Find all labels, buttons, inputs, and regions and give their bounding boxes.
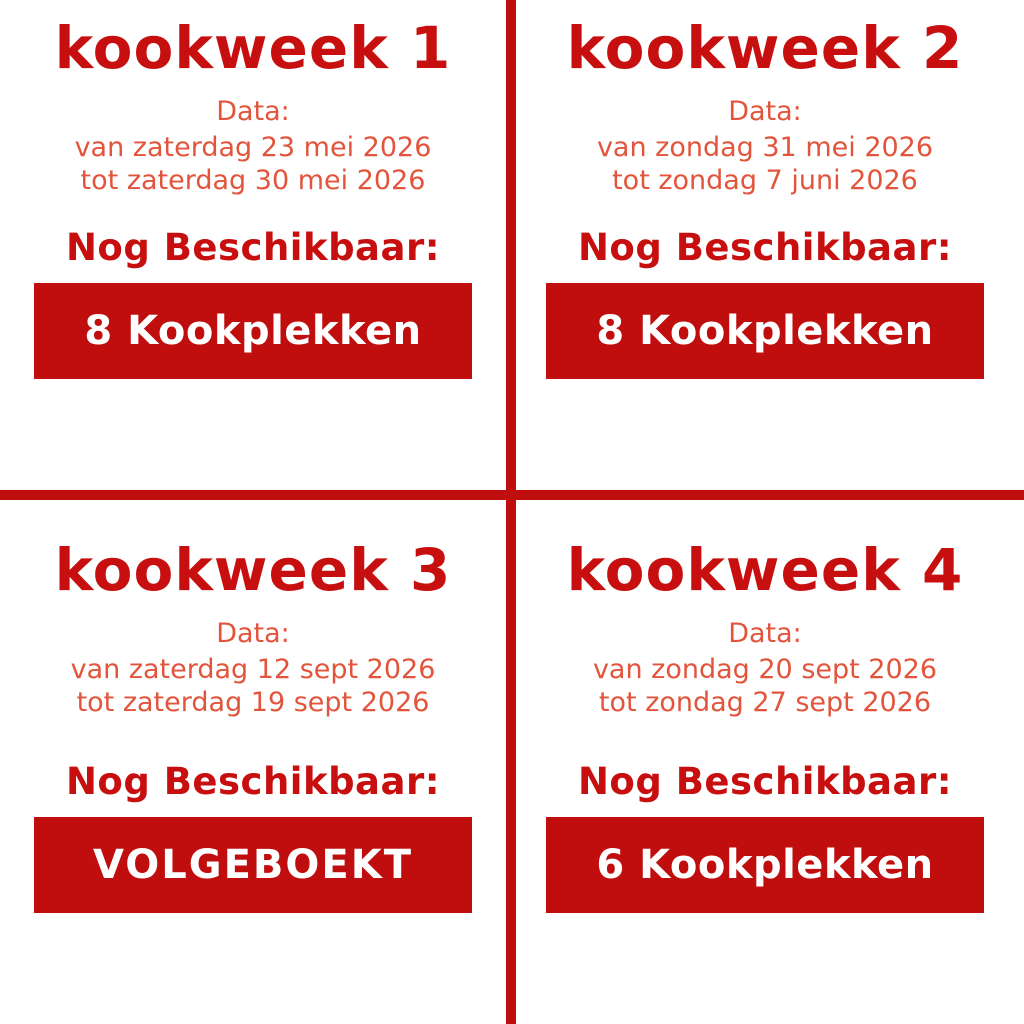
dates-label: Data: xyxy=(728,617,802,649)
kookweek-card-3 xyxy=(0,490,506,1024)
availability-badge: 8 Kookplekken xyxy=(34,283,472,379)
availability-label: Nog Beschikbaar: xyxy=(577,226,953,270)
dates-label: Data: xyxy=(216,95,290,127)
dates-label: Data: xyxy=(728,95,802,127)
kookweek-title: kookweek 3 xyxy=(54,536,452,604)
kookweek-dates xyxy=(71,617,436,720)
kookweek-title: kookweek 2 xyxy=(566,14,964,82)
kookweek-dates xyxy=(75,95,432,198)
kookweek-dates xyxy=(593,617,937,720)
date-to: tot zondag 27 sept 2026 xyxy=(598,687,932,719)
availability-badge: 6 Kookplekken xyxy=(546,817,984,913)
availability-badge: 8 Kookplekken xyxy=(546,283,984,379)
kookweek-card-4 xyxy=(506,490,1024,1024)
date-from: van zondag 31 mei 2026 xyxy=(596,131,934,163)
date-from: van zaterdag 12 sept 2026 xyxy=(70,653,436,685)
kookweek-title: kookweek 4 xyxy=(566,536,964,604)
kookweek-dates xyxy=(597,95,933,198)
date-to: tot zaterdag 30 mei 2026 xyxy=(80,165,426,197)
kookweek-card-1 xyxy=(0,0,506,490)
date-to: tot zaterdag 19 sept 2026 xyxy=(76,687,430,719)
kookweek-title: kookweek 1 xyxy=(54,14,452,82)
availability-label: Nog Beschikbaar: xyxy=(577,760,953,804)
availability-badge: VOLGEBOEKT xyxy=(34,817,472,913)
availability-label: Nog Beschikbaar: xyxy=(65,760,441,804)
availability-label: Nog Beschikbaar: xyxy=(65,226,441,270)
kookweek-card-2 xyxy=(506,0,1024,490)
date-to: tot zondag 7 juni 2026 xyxy=(612,165,918,197)
date-from: van zondag 20 sept 2026 xyxy=(592,653,938,685)
date-from: van zaterdag 23 mei 2026 xyxy=(74,131,432,163)
dates-label: Data: xyxy=(216,617,290,649)
